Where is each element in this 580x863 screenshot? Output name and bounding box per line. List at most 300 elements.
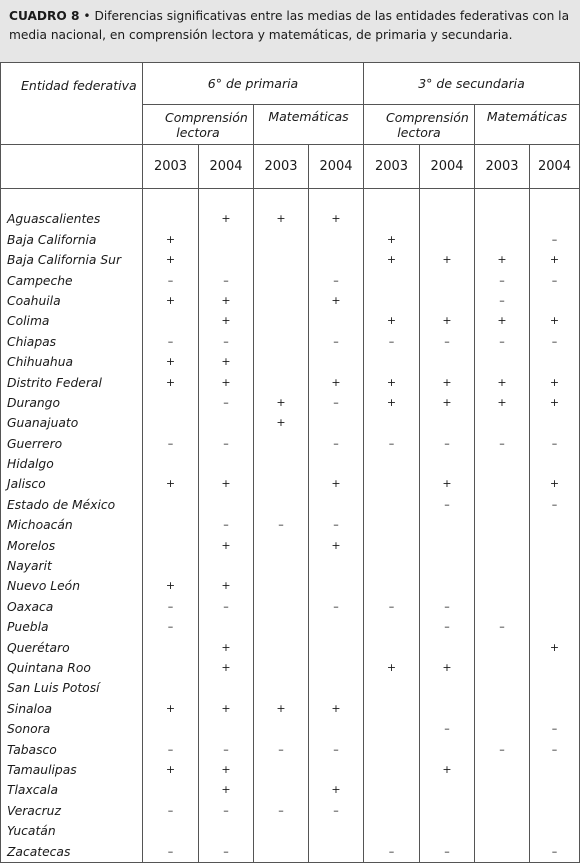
caption-label: CUADRO 8 — [9, 9, 80, 23]
significance-mark: – — [333, 436, 339, 450]
significance-mark — [530, 678, 579, 698]
significance-mark: + — [221, 314, 231, 328]
significance-mark — [254, 434, 308, 454]
significance-mark: – — [333, 518, 339, 532]
significance-mark — [143, 821, 198, 841]
significance-mark — [364, 209, 419, 229]
significance-mark — [364, 271, 419, 291]
significance-mark — [254, 678, 308, 698]
significance-mark — [309, 556, 363, 576]
significance-mark — [475, 352, 529, 372]
marks-column — [309, 189, 364, 863]
significance-mark: – — [333, 395, 339, 409]
significance-mark: + — [497, 314, 507, 328]
significance-mark — [254, 271, 308, 291]
significance-mark — [254, 842, 308, 862]
significance-mark — [364, 699, 419, 719]
significance-mark: + — [549, 477, 560, 491]
significance-mark: + — [386, 314, 397, 328]
significance-mark — [143, 413, 198, 433]
significance-mark: – — [444, 722, 450, 736]
significance-mark: + — [276, 416, 286, 430]
subject-header: Matemáticas — [475, 105, 580, 145]
significance-mark: – — [167, 742, 174, 756]
entity-name-column — [1, 189, 143, 863]
significance-mark — [254, 821, 308, 841]
significance-mark — [364, 454, 419, 474]
caption-text: Diferencias significativas entre las medias de las entidades federativas con la media nacional, en comprensión lectora y matemáticas, de primaria y secundaria. — [9, 9, 570, 42]
significance-mark — [364, 678, 419, 698]
significance-mark — [254, 780, 308, 800]
entity-name: Veracruz — [7, 803, 61, 818]
significance-mark — [309, 678, 363, 698]
significance-mark — [420, 678, 474, 698]
significance-mark: – — [223, 395, 229, 409]
significance-mark: + — [386, 253, 397, 267]
significance-mark: – — [499, 742, 505, 756]
significance-mark — [254, 474, 308, 494]
significance-mark — [143, 393, 198, 413]
significance-mark: – — [333, 742, 339, 756]
significance-mark: + — [331, 375, 341, 389]
blank-header-cell — [1, 145, 143, 189]
significance-mark: – — [388, 436, 395, 450]
table-caption — [0, 0, 580, 62]
significance-mark: + — [549, 253, 560, 267]
significance-mark — [143, 780, 198, 800]
significance-mark — [530, 454, 579, 474]
significance-mark — [364, 638, 419, 658]
significance-mark — [199, 719, 253, 739]
significance-mark — [475, 495, 529, 515]
significance-mark — [364, 556, 419, 576]
significance-mark — [309, 617, 363, 637]
entity-name: Colima — [7, 314, 50, 329]
significance-mark — [364, 780, 419, 800]
significance-mark — [364, 821, 419, 841]
significance-mark — [475, 842, 529, 862]
significance-mark — [254, 311, 308, 331]
significance-mark: + — [165, 293, 176, 307]
significance-mark: – — [223, 518, 229, 532]
significance-mark — [364, 536, 419, 556]
entity-name: Sonora — [7, 722, 51, 737]
entity-name: Jalisco — [7, 477, 46, 492]
entity-name: Chihuahua — [7, 355, 74, 370]
significance-mark — [530, 699, 579, 719]
significance-mark — [420, 638, 474, 658]
significance-mark — [475, 576, 529, 596]
significance-mark — [143, 536, 198, 556]
significance-mark: – — [223, 599, 229, 613]
significance-mark — [530, 556, 579, 576]
significance-mark — [254, 230, 308, 250]
significance-mark — [420, 801, 474, 821]
entity-name: Tabasco — [7, 742, 57, 757]
significance-mark — [254, 760, 308, 780]
entity-name: Quintana Roo — [7, 660, 91, 675]
significance-mark: + — [331, 783, 341, 797]
significance-mark — [530, 658, 579, 678]
significance-mark: + — [331, 212, 341, 226]
significance-mark — [199, 413, 253, 433]
significance-mark — [420, 230, 474, 250]
significance-mark — [420, 291, 474, 311]
significance-mark — [199, 556, 253, 576]
significance-mark — [309, 250, 363, 270]
significance-mark — [309, 413, 363, 433]
significance-mark: – — [388, 844, 395, 858]
significance-mark: + — [442, 477, 452, 491]
significance-mark — [420, 454, 474, 474]
significance-mark — [254, 454, 308, 474]
significance-mark: – — [333, 803, 339, 817]
significance-mark — [199, 250, 253, 270]
significance-mark: + — [221, 579, 231, 593]
significance-mark — [530, 352, 579, 372]
significance-mark — [475, 474, 529, 494]
significance-mark: + — [165, 701, 176, 715]
significance-mark — [475, 454, 529, 474]
significance-mark — [530, 536, 579, 556]
significance-mark — [364, 760, 419, 780]
entity-name: Tlaxcala — [7, 783, 58, 798]
significance-mark: + — [165, 477, 176, 491]
significance-mark: – — [444, 334, 450, 348]
entity-name: Oaxaca — [7, 599, 54, 614]
significance-mark — [364, 719, 419, 739]
significance-mark: + — [497, 375, 507, 389]
significance-mark: – — [223, 844, 229, 858]
significance-mark: – — [223, 436, 229, 450]
significance-mark: – — [223, 273, 229, 287]
significance-mark: + — [549, 395, 560, 409]
significance-mark: + — [276, 701, 286, 715]
significance-mark: + — [442, 762, 452, 776]
significance-mark: + — [221, 375, 231, 389]
significance-mark — [143, 311, 198, 331]
significance-mark — [420, 536, 474, 556]
significance-mark: – — [223, 742, 229, 756]
significance-mark: – — [499, 436, 505, 450]
significance-mark — [143, 719, 198, 739]
significance-mark — [199, 495, 253, 515]
significance-mark — [309, 576, 363, 596]
significance-mark — [199, 617, 253, 637]
significance-mark — [143, 209, 198, 229]
significance-mark: – — [551, 742, 558, 756]
significance-mark — [475, 780, 529, 800]
significance-mark — [530, 576, 579, 596]
significance-mark: + — [442, 375, 452, 389]
significance-mark: + — [386, 660, 397, 674]
year-header: 2004 — [309, 145, 364, 189]
subject-header: Comprensión lectora — [143, 105, 254, 145]
significance-mark: + — [165, 232, 176, 246]
significance-mark — [420, 576, 474, 596]
significance-mark — [364, 576, 419, 596]
significance-mark: – — [223, 334, 229, 348]
significance-mark — [254, 332, 308, 352]
significance-mark — [420, 271, 474, 291]
significance-mark — [530, 801, 579, 821]
significance-mark: + — [221, 783, 231, 797]
significance-mark — [475, 821, 529, 841]
significance-mark: + — [165, 762, 176, 776]
significance-mark: – — [551, 273, 558, 287]
significance-mark: – — [499, 293, 505, 307]
significance-mark: + — [221, 762, 231, 776]
significance-mark: – — [388, 334, 395, 348]
significance-mark — [254, 373, 308, 393]
significance-mark — [199, 821, 253, 841]
year-header: 2003 — [475, 145, 530, 189]
significance-mark: – — [167, 273, 174, 287]
significance-mark — [254, 536, 308, 556]
significance-mark: – — [551, 722, 558, 736]
entity-name: Yucatán — [7, 824, 56, 839]
significance-mark — [309, 230, 363, 250]
entity-name: Baja California Sur — [7, 253, 122, 268]
entity-name: Sinaloa — [7, 701, 53, 716]
significance-mark: – — [499, 334, 505, 348]
significance-mark: – — [167, 620, 174, 634]
significance-mark: + — [497, 253, 507, 267]
significance-mark: – — [388, 599, 395, 613]
significance-mark: + — [221, 538, 231, 552]
significance-mark: – — [278, 742, 284, 756]
entity-name: Michoacán — [7, 518, 73, 533]
significance-mark — [364, 617, 419, 637]
significance-mark: + — [331, 538, 341, 552]
significance-mark — [364, 474, 419, 494]
entity-name: Tamaulipas — [7, 762, 77, 777]
significance-mark: + — [549, 314, 560, 328]
significance-mark — [475, 413, 529, 433]
significance-mark: – — [444, 844, 450, 858]
year-header: 2004 — [530, 145, 580, 189]
significance-mark — [475, 638, 529, 658]
year-header: 2003 — [364, 145, 420, 189]
significance-mark — [530, 780, 579, 800]
significance-mark — [309, 719, 363, 739]
significance-mark: + — [331, 477, 341, 491]
significance-mark: – — [444, 497, 450, 511]
significance-mark — [254, 658, 308, 678]
significance-mark: + — [442, 253, 452, 267]
significance-mark: + — [442, 314, 452, 328]
significance-mark: – — [167, 334, 174, 348]
significance-mark — [420, 821, 474, 841]
significance-mark — [420, 740, 474, 760]
significance-mark: + — [331, 701, 341, 715]
significance-mark — [364, 801, 419, 821]
significance-mark — [475, 230, 529, 250]
significance-mark — [309, 760, 363, 780]
significance-mark — [364, 740, 419, 760]
entity-name: Nayarit — [7, 559, 52, 574]
significance-mark — [420, 699, 474, 719]
significance-mark: + — [549, 640, 560, 654]
significance-mark: – — [444, 620, 450, 634]
significance-mark — [254, 556, 308, 576]
significance-mark: – — [278, 518, 284, 532]
entity-name: Hidalgo — [7, 457, 54, 472]
entity-name: Coahuila — [7, 293, 61, 308]
significance-mark: – — [167, 599, 174, 613]
significance-mark — [420, 780, 474, 800]
significance-mark: – — [167, 436, 174, 450]
marks-column — [420, 189, 475, 863]
caption-bullet: • — [83, 9, 91, 23]
significance-mark — [309, 311, 363, 331]
year-header: 2004 — [199, 145, 254, 189]
significance-mark: – — [333, 334, 339, 348]
entity-name: Baja California — [7, 232, 97, 247]
significance-mark — [530, 209, 579, 229]
entity-name: San Luis Potosí — [7, 681, 100, 696]
significance-mark — [475, 536, 529, 556]
significance-mark: + — [165, 579, 176, 593]
significance-mark: – — [444, 599, 450, 613]
significance-mark: – — [499, 273, 505, 287]
significance-mark: – — [551, 844, 558, 858]
significance-mark — [309, 454, 363, 474]
significance-mark: + — [165, 253, 176, 267]
significance-mark: + — [221, 355, 231, 369]
marks-column — [254, 189, 309, 863]
significance-mark — [475, 699, 529, 719]
significance-mark — [254, 576, 308, 596]
significance-mark — [309, 495, 363, 515]
significance-mark — [530, 760, 579, 780]
significance-mark — [364, 413, 419, 433]
subject-header: Matemáticas — [254, 105, 364, 145]
entity-name: Puebla — [7, 620, 49, 635]
significance-mark: + — [221, 293, 231, 307]
marks-column — [475, 189, 530, 863]
significance-mark: + — [331, 293, 341, 307]
entity-name: Querétaro — [7, 640, 70, 655]
significance-mark: – — [551, 497, 558, 511]
significance-mark — [254, 617, 308, 637]
significance-mark — [530, 597, 579, 617]
entity-name: Durango — [7, 395, 60, 410]
significance-mark: + — [276, 395, 286, 409]
significance-mark — [254, 352, 308, 372]
marks-column — [143, 189, 199, 863]
significance-mark: – — [551, 232, 558, 246]
significance-mark — [254, 638, 308, 658]
significance-mark — [309, 658, 363, 678]
significance-mark — [475, 209, 529, 229]
significance-mark: – — [278, 803, 284, 817]
significance-mark — [475, 760, 529, 780]
significance-mark — [199, 454, 253, 474]
significance-mark: – — [167, 803, 174, 817]
year-header: 2003 — [254, 145, 309, 189]
significance-mark — [199, 678, 253, 698]
significance-mark — [364, 352, 419, 372]
significance-mark: – — [444, 436, 450, 450]
entity-name: Guerrero — [7, 436, 63, 451]
level-header-secundaria: 3° de secundaria — [364, 63, 580, 105]
significance-mark — [420, 556, 474, 576]
marks-column — [364, 189, 420, 863]
level-header-primaria: 6° de primaria — [143, 63, 364, 105]
significance-mark: + — [221, 701, 231, 715]
significance-mark — [199, 230, 253, 250]
significance-mark — [254, 597, 308, 617]
significance-mark — [364, 291, 419, 311]
significance-mark — [143, 515, 198, 535]
significance-mark — [420, 515, 474, 535]
significance-mark: – — [167, 844, 174, 858]
significance-mark — [530, 291, 579, 311]
significance-mark — [475, 719, 529, 739]
significance-mark: + — [165, 375, 176, 389]
significance-mark: – — [223, 803, 229, 817]
significance-mark: + — [386, 232, 397, 246]
significance-mark — [475, 678, 529, 698]
significance-mark: – — [499, 620, 505, 634]
significance-mark: – — [333, 273, 339, 287]
significance-mark: + — [221, 477, 231, 491]
entity-name: Zacatecas — [7, 844, 71, 859]
significance-mark: + — [442, 660, 452, 674]
entity-name: Guanajuato — [7, 416, 79, 431]
marks-column — [199, 189, 254, 863]
significance-mark — [475, 556, 529, 576]
significance-mark — [143, 638, 198, 658]
marks-column — [530, 189, 580, 863]
significance-mark — [254, 250, 308, 270]
significance-mark — [475, 801, 529, 821]
significance-mark — [309, 821, 363, 841]
significance-mark: + — [386, 375, 397, 389]
significance-mark — [420, 413, 474, 433]
significance-mark — [364, 495, 419, 515]
significance-mark — [475, 658, 529, 678]
subject-header: Comprensión lectora — [364, 105, 475, 145]
entity-name: Nuevo León — [7, 579, 81, 594]
significance-mark: + — [221, 212, 231, 226]
significance-mark — [309, 352, 363, 372]
significance-mark: + — [549, 375, 560, 389]
significance-mark: + — [165, 355, 176, 369]
significance-mark — [475, 515, 529, 535]
entity-column-header: Entidad federativa — [1, 63, 143, 145]
significance-mark — [530, 617, 579, 637]
significance-mark — [364, 515, 419, 535]
results-table — [0, 62, 580, 863]
significance-mark — [143, 678, 198, 698]
significance-mark — [143, 495, 198, 515]
significance-mark: + — [442, 395, 452, 409]
significance-mark — [254, 291, 308, 311]
significance-mark — [420, 352, 474, 372]
significance-mark — [254, 495, 308, 515]
significance-mark — [530, 515, 579, 535]
significance-mark: + — [221, 660, 231, 674]
significance-mark: + — [386, 395, 397, 409]
entity-name: Estado de México — [7, 497, 116, 512]
entity-name: Distrito Federal — [7, 375, 102, 390]
significance-mark: + — [276, 212, 286, 226]
significance-mark — [143, 454, 198, 474]
entity-name: Aguascalientes — [7, 212, 101, 227]
significance-mark — [530, 821, 579, 841]
